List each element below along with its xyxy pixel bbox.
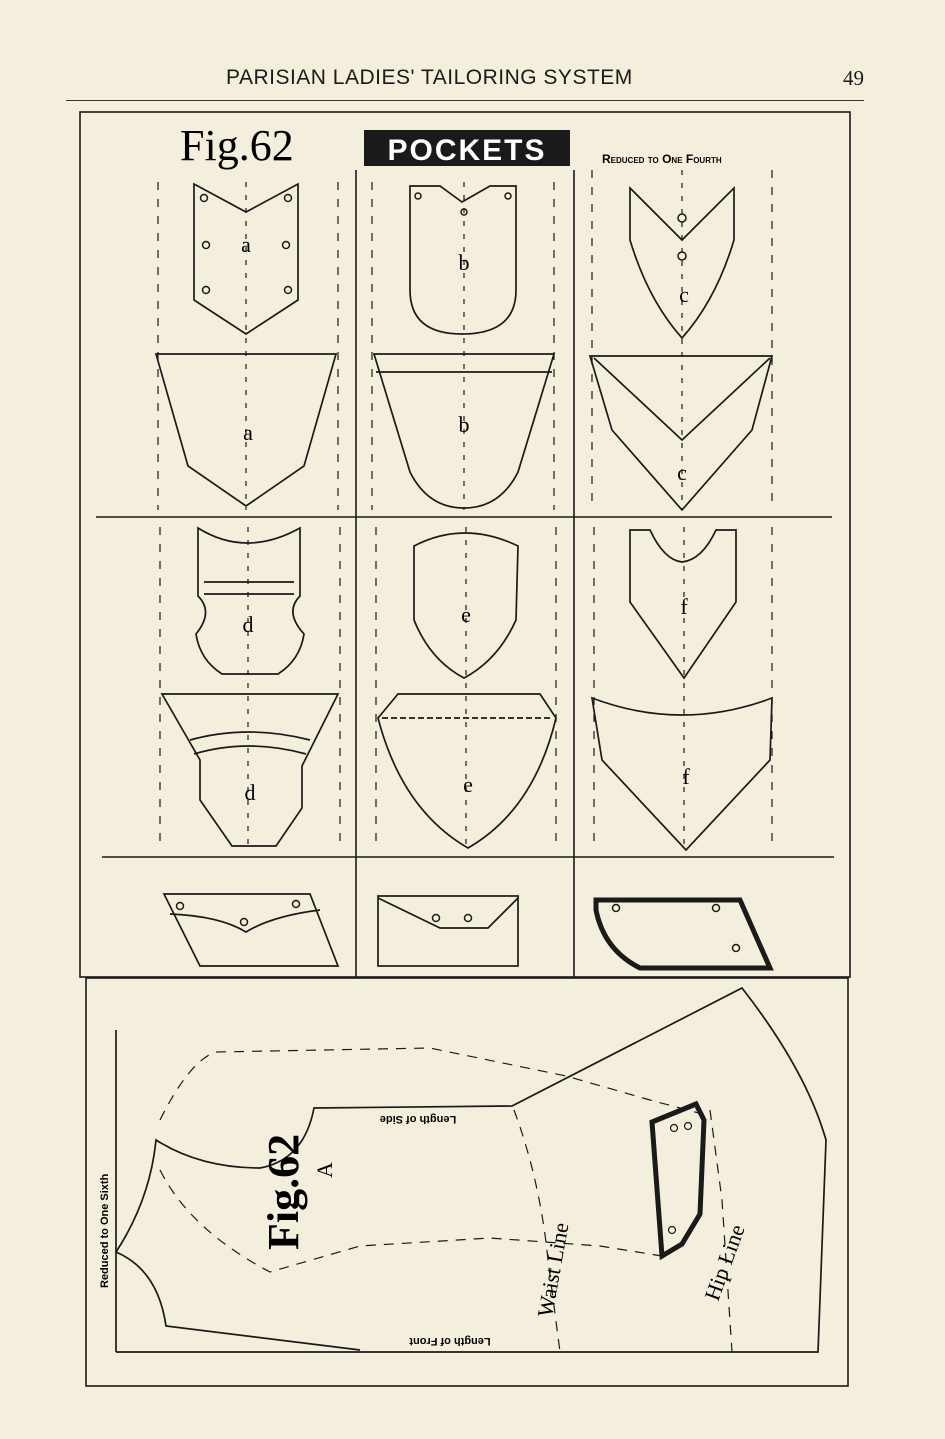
letter-e-1: e: [461, 602, 471, 627]
hip-line-label: Hip Line: [699, 1221, 750, 1304]
letter-a-1: a: [241, 232, 251, 257]
pocket-c-welt: [596, 900, 770, 968]
scale-note-top: Reduced to One Fourth: [602, 152, 722, 166]
fig-label-bottom-sub: A: [312, 1162, 337, 1178]
running-head-title: PARISIAN LADIES' TAILORING SYSTEM: [226, 66, 633, 89]
pockets-banner: POCKETS: [387, 134, 547, 167]
pocket-b-welt: [378, 896, 518, 966]
button-holes: [177, 193, 740, 952]
letter-d-2: d: [244, 780, 256, 805]
letter-f-1: f: [680, 594, 688, 619]
pocket-d-body: [162, 694, 338, 846]
page-number: 49: [843, 66, 864, 90]
pocket-d-flap: [196, 528, 304, 674]
bottom-frame: [86, 978, 848, 1386]
letter-c-1: c: [679, 282, 689, 307]
top-frame: [80, 112, 850, 977]
letter-a-2: a: [243, 420, 253, 445]
letter-b-1: b: [458, 250, 470, 275]
pocket-a-flap: [194, 184, 298, 334]
fig-label-bottom: Fig.62: [259, 1133, 308, 1250]
length-of-side: Length of Side: [379, 1113, 457, 1125]
letter-f-2: f: [682, 764, 690, 789]
pocket-e-body: [378, 694, 556, 848]
scale-note-bottom: Reduced to One Sixth: [99, 1173, 111, 1288]
length-of-front: Length of Front: [409, 1335, 491, 1347]
fig-label-top: Fig.62: [180, 121, 294, 170]
letter-e-2: e: [463, 772, 473, 797]
waist-line-label: Waist Line: [532, 1220, 574, 1319]
pocket-placement: [652, 1104, 704, 1256]
letter-b-2: b: [458, 412, 470, 437]
letter-d-1: d: [242, 612, 254, 637]
letter-c-2: c: [677, 460, 687, 485]
